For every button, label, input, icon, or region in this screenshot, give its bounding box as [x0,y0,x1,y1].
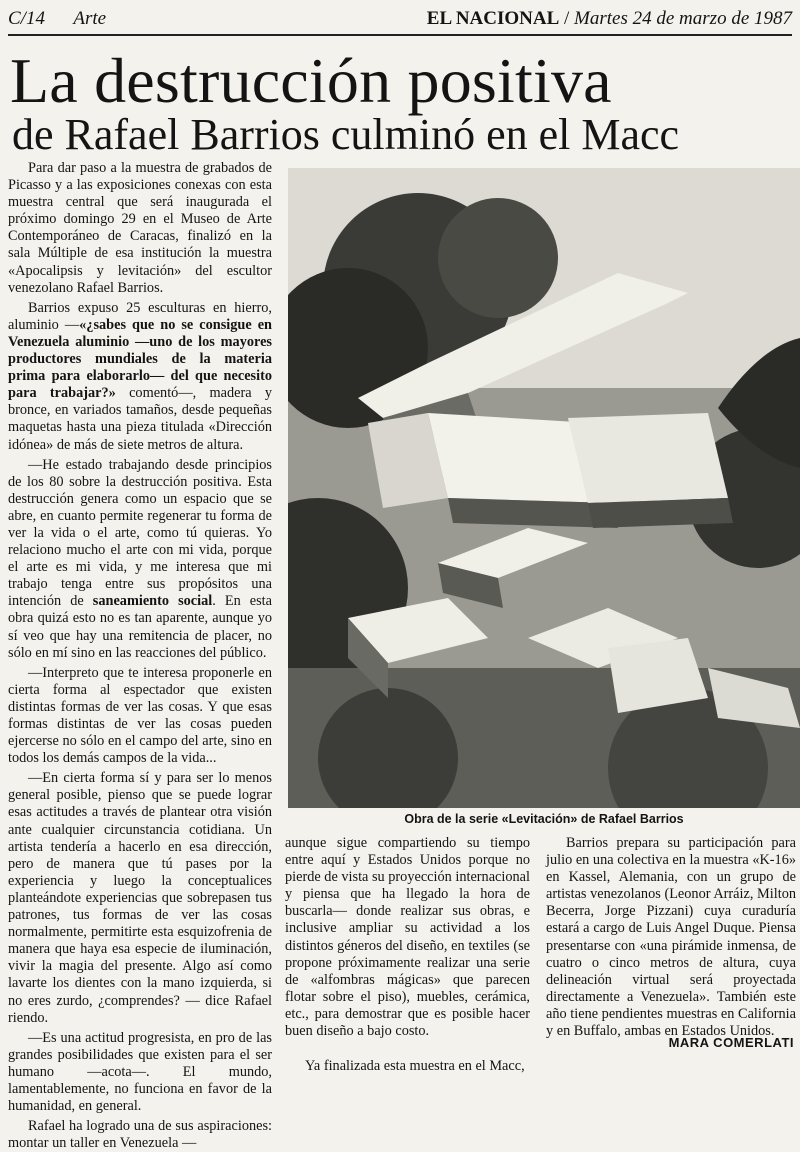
photo-caption: Obra de la serie «Levitación» de Rafael Barrios [404,812,684,826]
paragraph: aunque sigue compartiendo su tiempo entre aquí y Estados Unidos porque no pierde de vista su proyección internacional y piensa que ha llegado la hora de buscarla— donde realizar sus obras, e inclusive ampliar su actividad a los distintos géneros del diseño, en textiles (se propone próximamente realizar una serie de «alfombras mágicas» que parecen flotar sobre el piso), muebles, cerámica, etc., para demostrar que es posible hacer buen diseño a bajo costo. [285,835,530,1040]
paragraph: Barrios expuso 25 esculturas en hierro, aluminio —«¿sabes que no se consigue en Venezuela aluminio —uno de los mayores productores mundiales de la materia prima para elaborarlo— del que necesito para trabajar?» comentó—, madera y bronce, en variados tamaños, desde pequeñas maquetas hasta una pieza titulada «Dirección idónea» de más de siete metros de altura. [8,299,272,453]
article-column-right [546,835,796,1040]
paragraph: Barrios prepara su participación para julio en una colectiva en la muestra «K-16» en Kassel, Alemania, con un grupo de artistas venezolanos (Leonor Arráiz, Milton Becerra, Jorge Pizzani) cuya curaduría estará a cargo de Luis Angel Duque. Piensa presentarse con «una pirámide inmensa, de cuatro o cinco metros de altura, cuya delineación virtual será proyectada directamente a Venezuela». También este año tiene pendientes muestras en California y en Buffalo, ambas en Estados Unidos. [546,835,796,1040]
paragraph: —Es una actitud progresista, en pro de las grandes posibilidades que existen para el ser humano —acota—. El mundo, lamentablemente, no funciona en favor de la humanidad, en general. [8,1029,272,1115]
sculpture-photo [288,168,800,808]
article-column-left [8,160,272,1152]
header-separator: / [564,8,570,29]
header-left [8,8,130,30]
paragraph: Rafael ha logrado una de sus aspiraciones: montar un taller en Venezuela — [8,1118,272,1152]
paragraph: —En cierta forma sí y para ser lo menos general posible, pienso que se puede lograr esas actitudes a través de plantear otra visión ante cualquier circunstancia cotidiana. Un artista tendería a hacerlo en esa dirección, pero de manera que tú pases por la experiencia y luego la conceptualices planteándote experiencias que sobrepasen tus patrones, tus formas de ver las cosas normalmente, permitirte esta esquizofrenia de manera que haya esa especie de iluminación, vivir la magia del presente. Algo así como lavarte los dientes con la mano izquierda, si no eres zurdo, ¿comprendes? — dice Rafael riendo. [8,770,272,1026]
section-name: Arte [73,8,107,29]
paragraph: Para dar paso a la muestra de grabados de Picasso y a las exposiciones conexas con esta muestra central que será inaugurada el próximo domingo 29 en el Museo de Arte Contemporáneo de Caracas, finalizó en la sala Múltiple de esa institución la muestra «Apocalipsis y levitación» del escultor venezolano Rafael Barrios. [8,160,272,296]
paragraph: —He estado trabajando desde principios de los 80 sobre la destrucción positiva. Esta destrucción genera como un espacio que se abre, en cuanto permite regenerar tu forma de ver la vida o el arte, como tú quieras. Yo relaciono mucho el arte con mi vida, porque el arte es mi vida, y me interesa que mi trabajo tenga entre sus propósitos una intención de saneamiento social. En esta obra quizá esto no es tan aparente, aunque yo sí veo que hay una remitencia de placer, no sólo en mí sino en las reacciones del público. [8,456,272,661]
page-number: C/14 [8,8,45,29]
paragraph: Ya finalizada esta muestra en el Macc, [305,1058,525,1075]
newspaper-name: EL NACIONAL [426,8,560,29]
paragraph: —Interpreto que te interesa proponerle en cierta forma al espectador que existen distintas formas de ver las cosas. Y que esas formas distintas de ver las cosas pueden ejercerse no sólo en el campo del arte, sino en todos los demás campos de la vida... [8,664,272,767]
author-byline: MARA COMERLATI [668,1035,794,1050]
header-rule [8,34,792,36]
headline-line-1: La destrucción positiva [10,45,612,116]
publication-date: Martes 24 de marzo de 1987 [574,8,792,29]
header-right [427,8,792,30]
article-column-middle [285,835,530,1075]
headline-line-2: de Rafael Barrios culminó en el Macc [12,110,680,159]
page-header [8,6,792,36]
